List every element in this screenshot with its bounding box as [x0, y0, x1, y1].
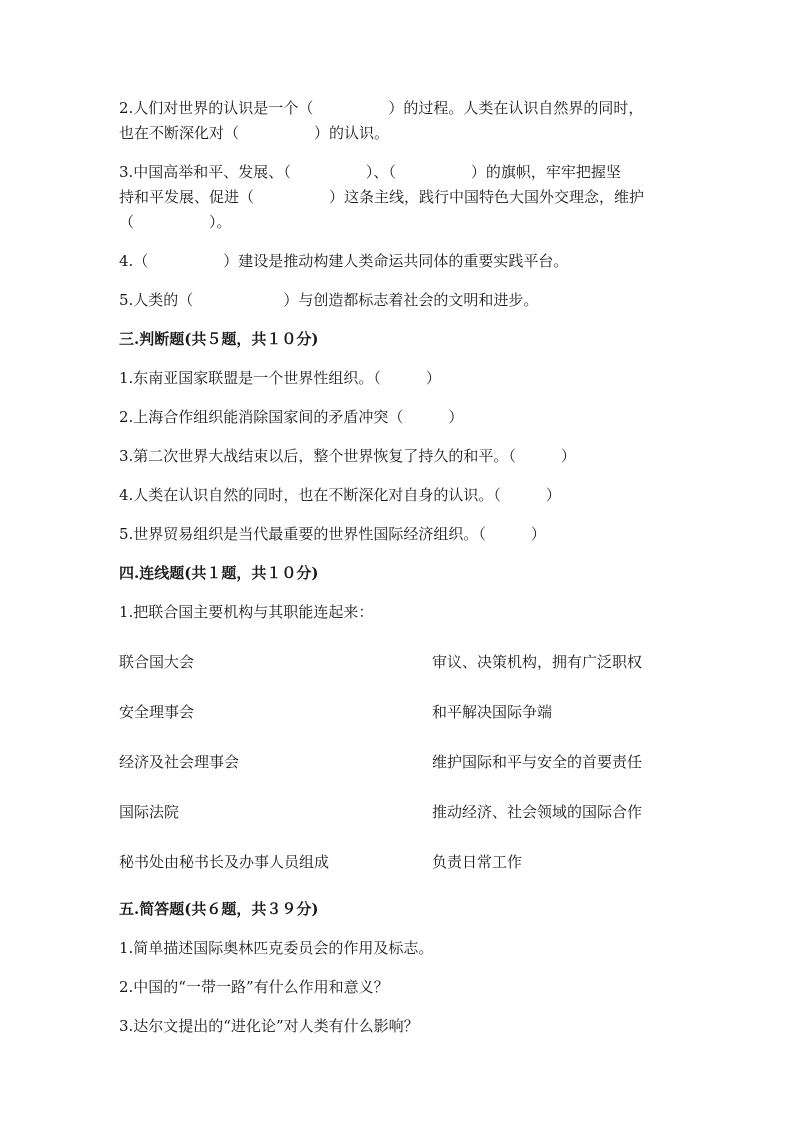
matching-row	[119, 800, 679, 825]
matching-left-item: 国际法院	[119, 803, 180, 821]
section-heading-matching: 四.连线题(共１题，共１０分)	[119, 564, 319, 582]
question-line: 5.人类的（ ）与创造都标志着社会的文明和进步。	[119, 291, 539, 309]
question-line: 4.（ ）建设是推动构建人类命运共同体的重要实践平台。	[119, 252, 569, 270]
short-answer-question: 3.达尔文提出的“进化论”对人类有什么影响？	[119, 1017, 419, 1035]
matching-prompt: 1.把联合国主要机构与其职能连起来：	[119, 603, 374, 621]
question-line: 也在不断深化对（ ）的认识。	[119, 124, 390, 142]
true-false-question: 3.第二次世界大战结束以后，整个世界恢复了持久的和平。（ ）	[119, 447, 576, 465]
true-false-question: 4.人类在认识自然的同时，也在不断深化对自身的认识。（ ）	[119, 486, 561, 504]
question-line: （ ）。	[119, 213, 232, 231]
section-heading-true-false: 三.判断题(共５题，共１０分)	[119, 330, 319, 348]
matching-right-item: 和平解决国际争端	[432, 703, 553, 721]
fill-blank-question-3	[119, 160, 679, 235]
true-false-question: 2.上海合作组织能消除国家间的矛盾冲突（ ）	[119, 408, 464, 426]
matching-right-item: 推动经济、社会领域的国际合作	[432, 803, 643, 821]
fill-blank-question-2	[119, 96, 679, 146]
question-line: 持和平发展、促进（ ）这条主线，践行中国特色大国外交理念，维护	[119, 188, 645, 206]
matching-left-item: 联合国大会	[119, 653, 195, 671]
fill-blank-question-4	[119, 249, 679, 274]
fill-blank-question-5	[119, 288, 679, 313]
matching-row	[119, 650, 679, 675]
matching-right-item: 维护国际和平与安全的首要责任	[432, 753, 643, 771]
question-line: 3.中国高举和平、发展、（ ）、（ ）的旗帜，牢牢把握坚	[119, 163, 621, 181]
true-false-question: 1.东南亚国家联盟是一个世界性组织。（ ）	[119, 369, 441, 387]
short-answer-question: 2.中国的“一带一路”有什么作用和意义？	[119, 978, 389, 996]
true-false-question: 5.世界贸易组织是当代最重要的世界性国际经济组织。（ ）	[119, 525, 546, 543]
exam-page	[119, 96, 679, 1053]
matching-left-item: 经济及社会理事会	[119, 753, 240, 771]
short-answer-question: 1.简单描述国际奥林匹克委员会的作用及标志。	[119, 939, 434, 957]
matching-left-item: 秘书处由秘书长及办事人员组成	[119, 853, 330, 871]
matching-right-item: 审议、决策机构，拥有广泛职权	[432, 653, 643, 671]
matching-row	[119, 700, 679, 725]
matching-row	[119, 850, 679, 875]
section-heading-short-answer: 五.简答题(共６题，共３９分)	[119, 900, 319, 918]
matching-row	[119, 750, 679, 775]
matching-right-item: 负责日常工作	[432, 853, 523, 871]
matching-left-item: 安全理事会	[119, 703, 195, 721]
question-line: 2.人们对世界的认识是一个（ ）的过程。人类在认识自然界的同时，	[119, 99, 644, 117]
